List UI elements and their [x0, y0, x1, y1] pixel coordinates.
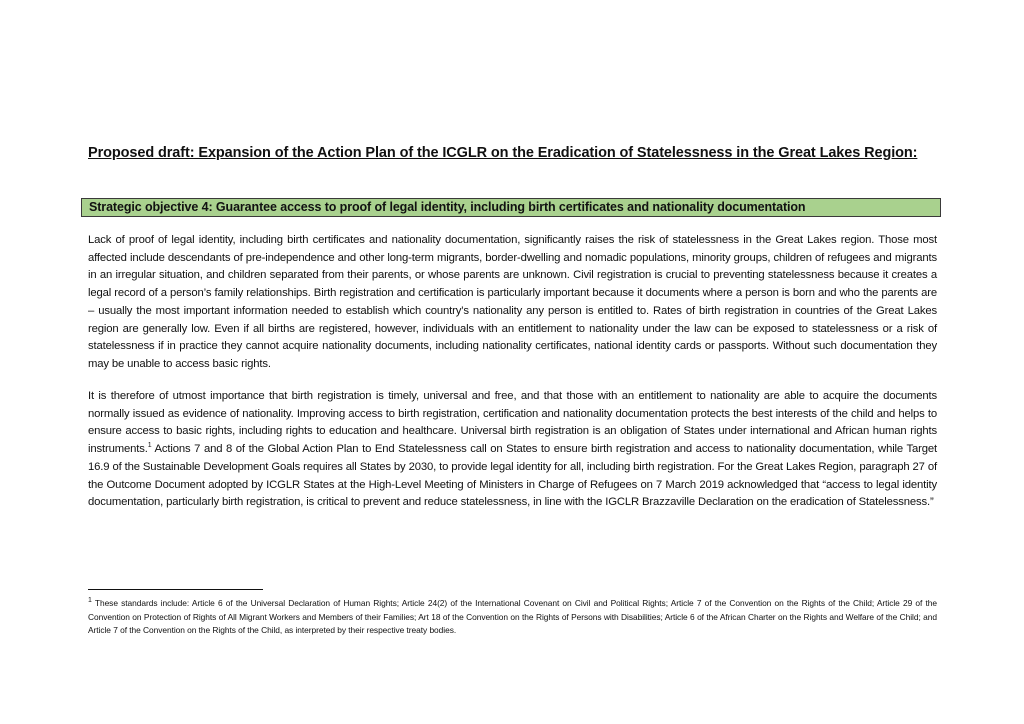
footnote: [88, 597, 937, 638]
strategic-objective-heading: Strategic objective 4: Guarantee access to proof of legal identity, including birth certificates and nationality documentation: [81, 198, 941, 217]
document-title: Proposed draft: Expansion of the Action Plan of the ICGLR on the Eradication of Statelessness in the Great Lakes Region:: [88, 145, 918, 161]
footnote-separator: [88, 589, 263, 590]
paragraph-1: Lack of proof of legal identity, including birth certificates and nationality documentation, significantly raises the risk of statelessness in the Great Lakes region. Those most affected include descendants of pre-independence and other long-term migrants, border-dwelling and nomadic populations, minority groups, children of refugees and migrants in an irregular situation, and children separated from their parents, or whose parents are unknown. Civil registration is crucial to preventing statelessness because it creates a legal record of a person’s family relationships. Birth registration and certification is particularly important because it documents where a person is born and who the parents are – usually the most important information needed to establish which country’s nationality any person is entitled to. Rates of birth registration in countries of the Great Lakes region are generally low. Even if all births are registered, however, individuals with an entitlement to nationality under the law can be exposed to statelessness or a risk of statelessness if in practice they cannot acquire nationality documents, including nationality certificates, national identity cards or passports. Without such documentation they may be unable to access basic rights.: [88, 234, 937, 370]
paragraph-2-part-2: Actions 7 and 8 of the Global Action Plan to End Statelessness call on States to ensure birth registration and access to nationality documentation, while Target 16.9 of the Sustainable Development Goals requires all States by 2030, to provide legal identity for all, including birth registration. For the Great Lakes Region, paragraph 27 of the Outcome Document adopted by ICGLR States at the High-Level Meeting of Ministers in Charge of Refugees on 7 March 2019 acknowledged that “access to legal identity documentation, particularly birth registration, is critical to prevent and reduce statelessness, in line with the IGCLR Brazzaville Declaration on the eradication of Statelessness.”: [88, 443, 937, 509]
footnote-reference[interactable]: 1: [147, 442, 152, 450]
footnote-text: These standards include: Article 6 of the Universal Declaration of Human Rights; Article 24(2) of the International Covenant on Civil and Political Rights; Article 7 of the Convention on the Rights of the Child; Article 29 of the Convention on Protection of Rights of All Migrant Workers and Members of their Families; Art 18 of the Convention on the Rights of Persons with Disabilities; Article 6 of the African Charter on the Rights and Welfare of the Child; and Article 7 of the Convention on the Rights of the Child, as interpreted by their respective treaty bodies.: [88, 598, 937, 636]
footnote-number: 1: [88, 597, 92, 605]
paragraph-2: [88, 388, 937, 512]
paragraph-2-part-1: It is therefore of utmost importance that birth registration is timely, universal and free, and that those with an entitlement to nationality are able to acquire the documents normally issued as evidence of nationality. Improving access to birth registration, certification and nationality documentation protects the best interests of the child and helps to ensure access to basic rights, including rights to education and healthcare. Universal birth registration is an obligation of States under international and African human rights instruments.: [88, 390, 937, 456]
